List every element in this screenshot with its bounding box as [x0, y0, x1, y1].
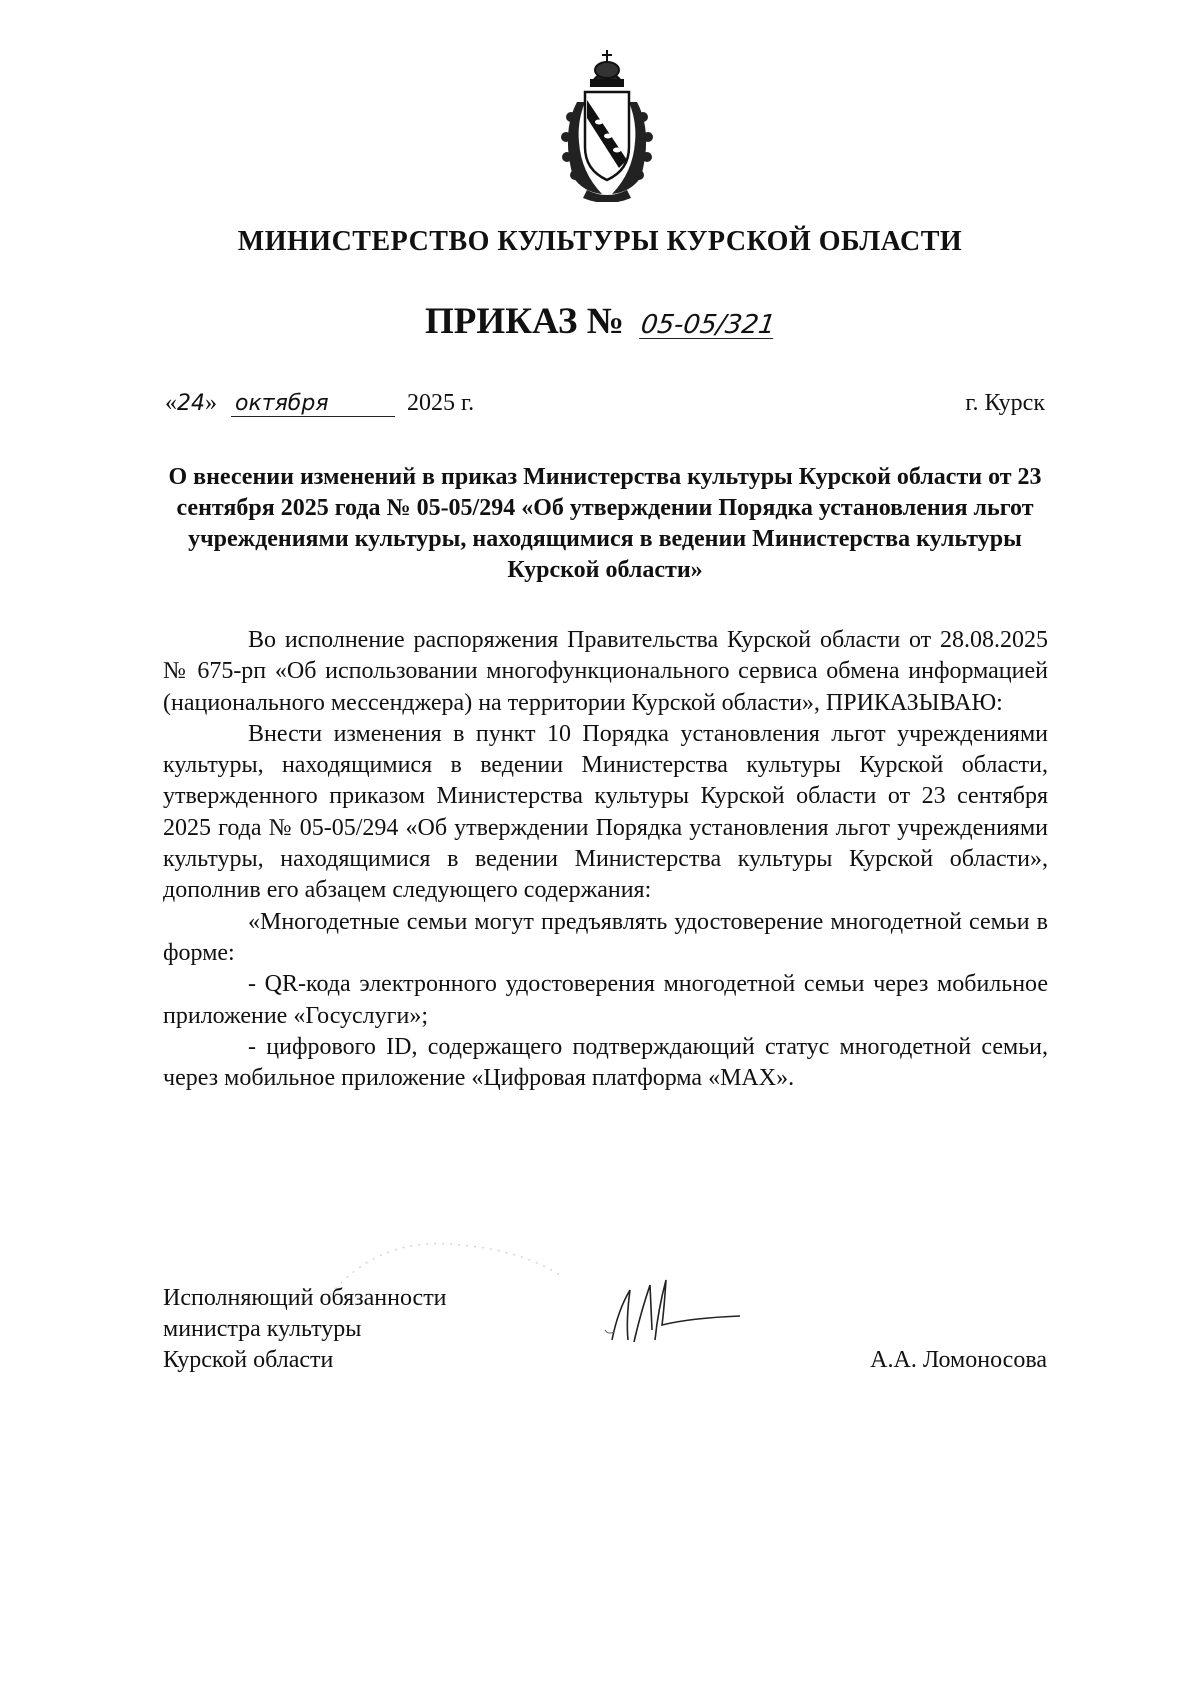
date-close-quote: » — [205, 390, 217, 416]
signer-position — [163, 1283, 513, 1376]
kursk-coat-of-arms-icon — [547, 42, 667, 202]
order-title: ПРИКАЗ № — [425, 301, 624, 342]
date-month: октября — [231, 391, 395, 417]
signer-position-line: Исполняющий обязанности — [163, 1285, 447, 1311]
ministry-name: МИНИСТЕРСТВО КУЛЬТУРЫ КУРСКОЙ ОБЛАСТИ — [237, 226, 963, 257]
body-paragraph: - QR-кода электронного удостоверения многодетной семьи через мобильное приложение «Госуслуги»; — [163, 971, 1048, 1029]
date-day: 24 — [177, 391, 205, 416]
body-paragraph: - цифрового ID, содержащего подтверждающий статус многодетной семьи, через мобильное приложение «Цифровая платформа «MAX». — [163, 1033, 1048, 1092]
city: г. Курск — [965, 390, 1045, 416]
order-number: 05-05/321 — [638, 310, 778, 340]
signer-position-line: Курской области — [163, 1347, 334, 1373]
body-paragraph: Внести изменения в пункт 10 Порядка установления льгот учреждениями культуры, находящимися в ведении Министерства культуры Курской области, утвержденного приказом Министерства культуры Курской области от 23 сентября 2025 года № 05-05/294 «Об утверждении Порядка установления льгот учреждениями культуры, находящимися в ведении Министерства культуры Курской области», дополнив его абзацем следующего содержания: — [163, 720, 1048, 904]
date-line — [165, 390, 1045, 426]
body-paragraph: «Многодетные семьи могут предъявлять удостоверение многодетной семьи в форме: — [163, 908, 1048, 966]
signer-position-line: министра культуры — [163, 1316, 362, 1342]
order-subject: О внесении изменений в приказ Министерства культуры Курской области от 23 сентября 2025 года № 05-05/294 «Об утверждении Порядка установления льгот учреждениями культуры, находящимися в ведении Министерства культуры Курской области» — [168, 464, 1042, 583]
date-open-quote: « — [165, 390, 177, 416]
date-year: 2025 г. — [407, 390, 475, 416]
body-paragraph: Во исполнение распоряжения Правительства Курской области от 28.08.2025 № 675-рп «Об использовании многофункционального сервиса обмена информацией (национального мессенджера) на территории Курской области», ПРИКАЗЫВАЮ: — [163, 627, 1048, 716]
order-heading — [0, 300, 1200, 343]
signer-name: А.А. Ломоносова — [870, 1347, 1047, 1373]
order-body — [163, 625, 1048, 1094]
handwritten-signature-icon — [600, 1270, 750, 1350]
